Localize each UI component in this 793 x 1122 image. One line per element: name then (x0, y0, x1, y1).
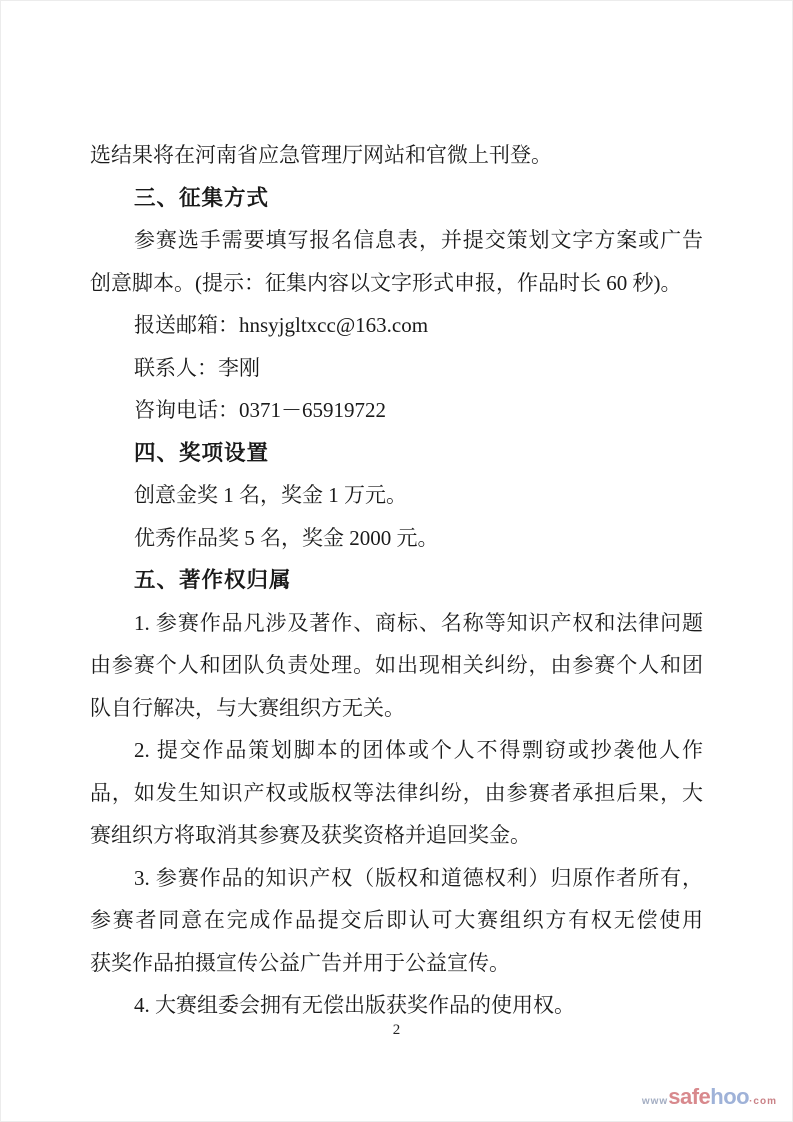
section-heading: 五、著作权归属 (134, 568, 292, 592)
doc-text-line: 联系人：李刚 (134, 355, 260, 380)
doc-text-line: 3. 参赛作品的知识产权（版权和道德权利）归原作者所有， (134, 865, 703, 890)
doc-text-line: 2. 提交作品策划脚本的团体或个人不得剽窃或抄袭他人作 (134, 738, 703, 762)
doc-text-line: 4. 大赛组委会拥有无偿出版获奖作品的使用权。 (134, 993, 575, 1017)
watermark-safehoo-logo (642, 1084, 777, 1110)
doc-text-line: 赛组织方将取消其参赛及获奖资格并追回奖金。 (90, 823, 531, 847)
doc-text-line: 优秀作品奖 5 名，奖金 2000 元。 (134, 525, 439, 550)
doc-text-line: 参赛者同意在完成作品提交后即认可大赛组织方有权无偿使用 (90, 908, 703, 932)
doc-text-line: 1. 参赛作品凡涉及著作、商标、名称等知识产权和法律问题 (134, 610, 703, 635)
page-number: 2 (392, 1022, 401, 1038)
doc-text-line: 咨询电话：0371－65919722 (134, 398, 386, 422)
watermark-safe-text: safe (668, 1084, 711, 1109)
doc-text-line: 品，如发生知识产权或版权等法律纠纷，由参赛者承担后果，大 (90, 780, 703, 805)
doc-text-line: 由参赛个人和团队负责处理。如出现相关纠纷，由参赛个人和团 (90, 653, 703, 677)
watermark-www-text: www (641, 1096, 669, 1107)
section-heading: 三、征集方式 (134, 185, 270, 210)
doc-text-line: 参赛选手需要填写报名信息表，并提交策划文字方案或广告 (134, 228, 703, 252)
watermark-hoo-text: hoo (710, 1084, 750, 1109)
section-heading: 四、奖项设置 (134, 440, 270, 465)
doc-text-line: 队自行解决，与大赛组织方无关。 (90, 695, 405, 720)
doc-text-line: 创意金奖 1 名，奖金 1 万元。 (134, 483, 407, 507)
document-body (90, 134, 703, 1027)
doc-text-line: 创意脚本。(提示：征集内容以文字形式申报，作品时长 60 秒)。 (90, 270, 682, 295)
doc-text-line: 获奖作品拍摄宣传公益广告并用于公益宣传。 (90, 950, 510, 975)
doc-text-line: 报送邮箱：hnsyjgltxcc@163.com (134, 313, 429, 337)
doc-text-line: 选结果将在河南省应急管理厅网站和官微上刊登。 (90, 143, 552, 167)
watermark-com-text: ·com (749, 1096, 777, 1107)
